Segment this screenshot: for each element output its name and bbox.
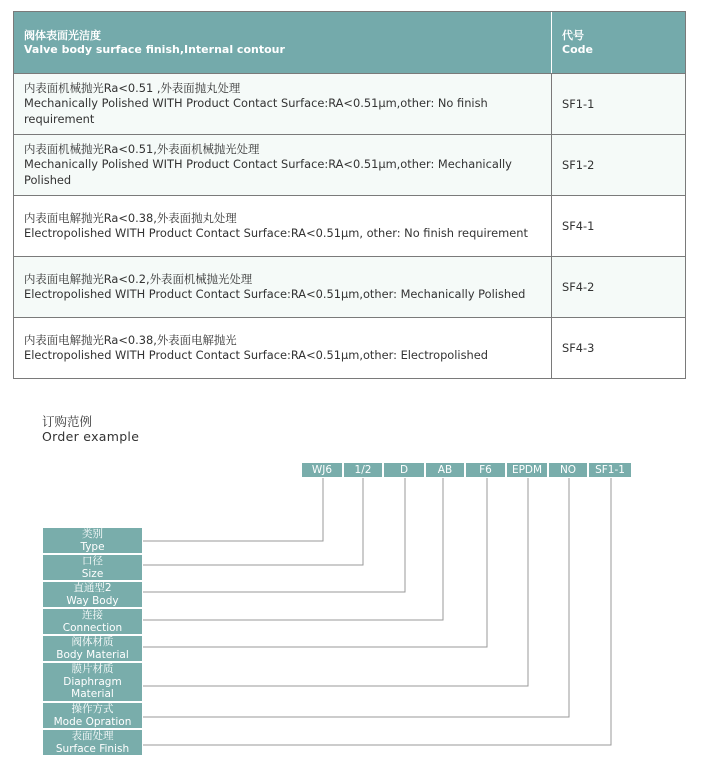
- connector-line-mode: [143, 478, 569, 717]
- label-zh: 表面处理: [71, 730, 114, 742]
- label-en: Size: [81, 567, 104, 580]
- row-code-cell: SF1-1: [562, 96, 595, 111]
- row-description-zh: 内表面机械抛光Ra<0.51 ,外表面抛丸处理: [24, 80, 241, 95]
- label-body-material: [42, 635, 143, 662]
- connector-line-size: [143, 478, 363, 565]
- label-zh: 膜片材质: [71, 663, 114, 676]
- connector-line-body-material: [143, 478, 487, 647]
- label-en: Mode Opration: [53, 715, 132, 728]
- label-en: Surface Finish: [55, 742, 130, 755]
- label-en: Connection: [62, 621, 123, 634]
- label-zh: 口径: [82, 555, 103, 567]
- header-code-en: Code: [562, 42, 593, 56]
- header-description-zh: 阀体表面光洁度: [24, 28, 101, 42]
- code-box-type: WJ6: [301, 462, 343, 478]
- order-example-title-zh: 订购范例: [42, 414, 93, 429]
- row-description-en: Mechanically Polished WITH Product Contact Surface:RA<0.51μm,other: Mechanically Polished: [24, 157, 512, 187]
- label-surface-finish: [42, 729, 143, 756]
- header-description-en: Valve body surface finish,Internal contour: [24, 42, 285, 56]
- row-description-zh: 内表面电解抛光Ra<0.2,外表面机械抛光处理: [24, 271, 253, 286]
- order-example-title-en: Order example: [42, 429, 140, 444]
- row-description-en: Electropolished WITH Product Contact Surface:RA<0.51μm,other: Electropolished: [24, 348, 488, 362]
- connector-line-connection: [143, 478, 443, 620]
- row-code-cell: SF4-3: [562, 340, 595, 355]
- connector-line-type: [143, 478, 323, 541]
- row-description-en: Electropolished WITH Product Contact Surface:RA<0.51μm, other: No finish requirement: [24, 226, 528, 240]
- label-connection: [42, 608, 143, 635]
- row-description-zh: 内表面电解抛光Ra<0.38,外表面抛丸处理: [24, 210, 237, 225]
- code-box-mode: NO: [548, 462, 588, 478]
- order-code-strip: [301, 462, 632, 478]
- code-box-body-material: F6: [465, 462, 506, 478]
- row-description-en: Electropolished WITH Product Contact Surface:RA<0.51μm,other: Mechanically Polished: [24, 287, 526, 301]
- label-en: Type: [80, 540, 105, 553]
- order-label-stack: [42, 527, 143, 756]
- label-zh: 连接: [82, 609, 103, 621]
- connector-line-surface-finish: [143, 478, 611, 745]
- label-size: [42, 554, 143, 581]
- code-box-way-body: D: [383, 462, 425, 478]
- code-box-surface-finish: SF1-1: [588, 462, 632, 478]
- row-code-cell: SF4-1: [562, 218, 595, 233]
- label-way-body: [42, 581, 143, 608]
- row-description-en: Mechanically Polished WITH Product Contact Surface:RA<0.51μm,other: No finish requirement: [24, 96, 488, 126]
- row-description-zh: 内表面电解抛光Ra<0.38,外表面电解抛光: [24, 332, 237, 347]
- connector-line-way-body: [143, 478, 405, 592]
- row-code-cell: SF4-2: [562, 279, 595, 294]
- row-code-cell: SF1-2: [562, 157, 595, 172]
- label-type: [42, 527, 143, 554]
- label-zh: 操作方式: [71, 703, 114, 715]
- label-en: Way Body: [66, 594, 119, 607]
- label-zh: 阀体材质: [71, 636, 114, 648]
- label-en: Body Material: [56, 648, 129, 661]
- row-description-zh: 内表面机械抛光Ra<0.51,外表面机械抛光处理: [24, 141, 260, 156]
- label-zh: 类别: [82, 528, 103, 540]
- label-zh: 直通型2: [73, 582, 112, 594]
- connector-line-diaphragm: [143, 478, 528, 686]
- code-box-diaphragm: EPDM: [506, 462, 548, 478]
- header-code-zh: 代号: [562, 28, 584, 42]
- label-diaphragm-material: [42, 662, 143, 702]
- label-en: Diaphragm Material: [63, 675, 122, 701]
- label-mode-operation: [42, 702, 143, 729]
- code-box-size: 1/2: [343, 462, 383, 478]
- code-box-connection: AB: [425, 462, 465, 478]
